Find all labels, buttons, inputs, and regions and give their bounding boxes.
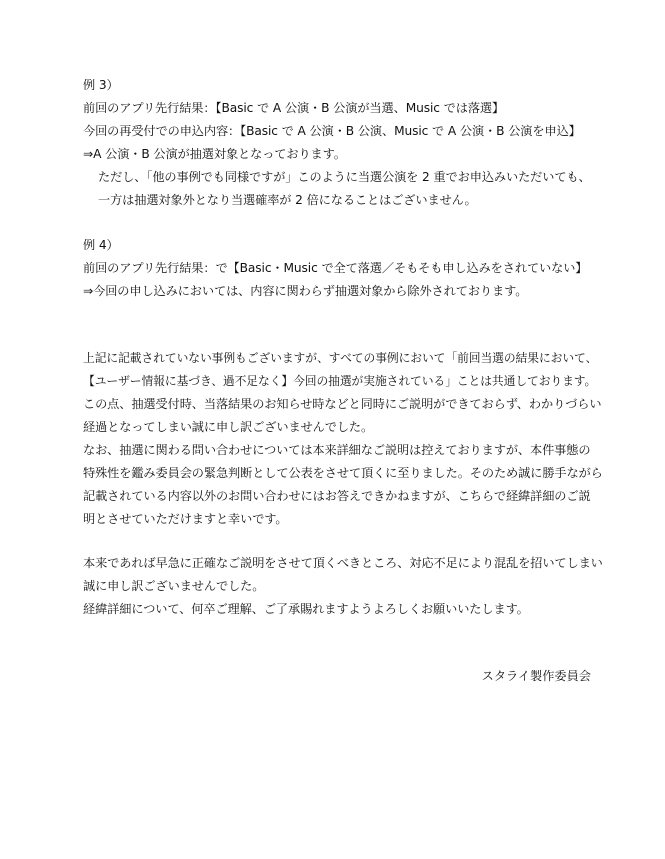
- paragraph1-line-1: 上記に記載されていない事例もございますが、すべての事例において「前回当選の結果において、: [83, 351, 598, 365]
- example3-line-2: 今回の再受付での申込内容：【Basic で A 公演・B 公演、Music で A 公演・B 公演を申込】: [83, 124, 581, 138]
- example3-line-5: 一方は抽選対象外となり当選確率が 2 倍になることはございません。: [98, 193, 477, 207]
- example3-line-1: 前回のアプリ先行結果：【Basic で A 公演・B 公演が当選、Music では落選】: [83, 101, 505, 115]
- example4-line-2: ⇒今回の申し込みにおいては、内容に関わらず抽選対象から除外されております。: [83, 284, 528, 298]
- paragraph2-line-3: 経緯詳細について、何卒ご理解、ご了承賜れますようよろしくお願いいたします。: [83, 602, 529, 616]
- paragraph1-line-3: この点、抽選受付時、当落結果のお知らせ時などと同時にご説明ができておらず、わかりづらい: [83, 397, 602, 411]
- paragraph1-line-7: 記載されている内容以外のお問い合わせにはお答えできかねますが、こちらで経緯詳細のご説: [83, 489, 591, 503]
- paragraph1-line-8: 明とさせていただけますと幸いです。: [83, 512, 288, 526]
- paragraph2-line-1: 本来であれば早急に正確なご説明をさせて頂くべきところ、対応不足により混乱を招いてしまい: [83, 556, 603, 570]
- example4-heading: 例 4）: [83, 238, 119, 252]
- paragraph1-line-4: 経過となってしまい誠に申し訳ございませんでした。: [83, 420, 374, 434]
- example3-line-4: ただし、「他の事例でも同様ですが」このように当選公演を 2 重でお申込みいただいても、: [98, 170, 591, 184]
- paragraph1-line-5: なお、抽選に関わる問い合わせについては本来詳細なご説明は控えておりますが、本件事態の: [83, 443, 591, 457]
- signature: スタライ製作委員会: [481, 669, 591, 683]
- example4-line-1: 前回のアプリ先行結果：で【Basic・Music で全て落選／そもそも申し込みをされていない】: [83, 261, 588, 275]
- example3-line-3: ⇒A 公演・B 公演が抽選対象となっております。: [83, 147, 346, 161]
- paragraph1-line-6: 特殊性を鑑み委員会の緊急判断として公表をさせて頂くに至りました。そのため誠に勝手ながら: [83, 466, 603, 480]
- paragraph2-line-2: 誠に申し訳ございませんでした。: [83, 579, 265, 593]
- example3-heading: 例 3）: [83, 78, 119, 92]
- paragraph1-line-2: 【ユーザー情報に基づき、過不足なく】今回の抽選が実施されている」ことは共通しております。: [83, 374, 597, 388]
